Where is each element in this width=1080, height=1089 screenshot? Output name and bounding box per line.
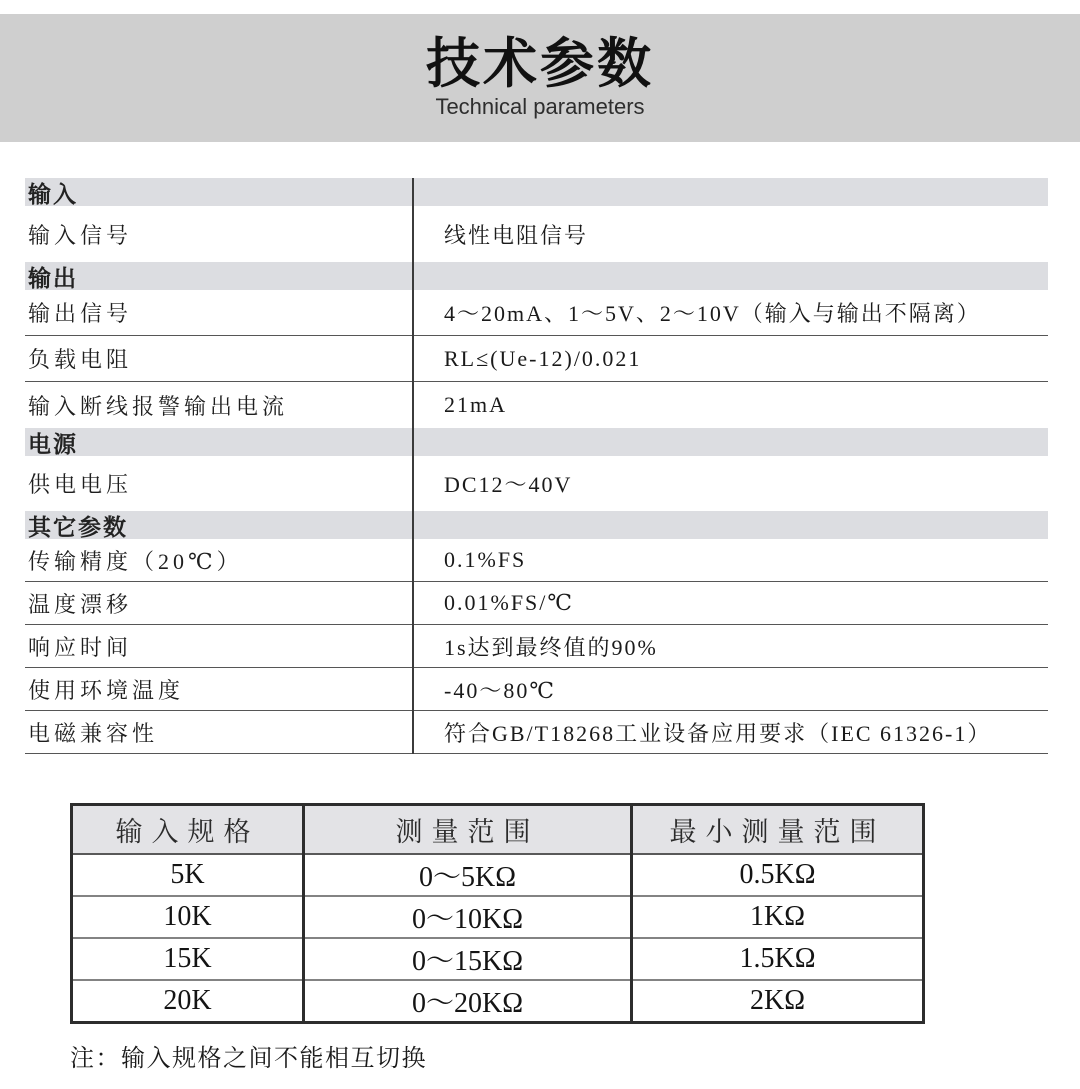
table-row: [72, 980, 924, 1023]
table-cell: 0～15KΩ: [304, 938, 632, 980]
table-cell: 5K: [170, 858, 205, 890]
spec-section-title: 输入: [28, 181, 78, 207]
spec-value: 4～20mA、1～5V、2～10V（输入与输出不隔离）: [444, 301, 981, 326]
table-cell: 2KΩ: [632, 980, 924, 1023]
spec-row: [25, 382, 1048, 428]
spec-section-title: 输出: [28, 265, 78, 291]
table-cell: 15K: [72, 938, 304, 980]
spec-value: 21mA: [444, 392, 507, 417]
spec-value: 0.01%FS/℃: [444, 590, 575, 615]
spec-section-bar-output: [25, 262, 1048, 290]
spec-section-bar-power: [25, 428, 1048, 456]
spec-label: 温度漂移: [28, 591, 133, 617]
spec-table: [25, 178, 1048, 754]
spec-label: 电磁兼容性: [28, 720, 159, 746]
table-row: [72, 896, 924, 938]
table-row: [72, 938, 924, 980]
spec-label: 供电电压: [28, 472, 133, 497]
spec-row: [25, 456, 1048, 511]
spec-row: [25, 336, 1048, 382]
table-cell: 0.5KΩ: [632, 854, 924, 896]
spec-row: [25, 625, 1048, 668]
spec-value: 符合GB/T18268工业设备应用要求（IEC 61326-1）: [444, 720, 992, 746]
page-subtitle: Technical parameters: [435, 94, 645, 120]
spec-row: [25, 668, 1048, 711]
page-header: [0, 14, 1080, 142]
table-header-cell: 输入规格: [72, 805, 304, 854]
spec-row: [25, 711, 1048, 754]
table-header-row: [72, 805, 924, 854]
table-cell: 1.5KΩ: [632, 938, 924, 980]
spec-value: 0.1%FS: [444, 547, 527, 572]
spec-value: DC12～40V: [444, 472, 573, 497]
spec-section-title: 其它参数: [28, 514, 128, 540]
spec-label: 响应时间: [28, 634, 133, 660]
spec-value: 线性电阻信号: [444, 222, 589, 248]
spec-section-bar-other: [25, 511, 1048, 539]
spec-section-title: 电源: [28, 431, 78, 457]
page-title: 技术参数: [426, 33, 654, 94]
spec-label: 负载电阻: [28, 347, 133, 372]
spec-row: [25, 539, 1048, 582]
spec-row: [25, 582, 1048, 625]
spec-value: -40～80℃: [444, 677, 556, 703]
table-row: [72, 854, 924, 896]
spec-label: 使用环境温度: [28, 677, 185, 703]
table-cell: 20K: [72, 980, 304, 1023]
spec-row: [25, 290, 1048, 336]
spec-value: RL≤(Ue-12)/0.021: [444, 345, 642, 371]
spec-column-divider: [412, 178, 414, 754]
spec-row: [25, 206, 1048, 262]
table-header-cell: 测量范围: [304, 805, 632, 854]
table-cell: 1KΩ: [632, 896, 924, 938]
spec-label: 输入断线报警输出电流: [28, 393, 289, 419]
note-text: 注：输入规格之间不能相互切换: [70, 1046, 427, 1072]
spec-label: 输入信号: [28, 222, 133, 248]
table-cell: 10K: [72, 896, 304, 938]
spec-section-bar-input: [25, 178, 1048, 206]
spec-label: 传输精度（20℃）: [28, 548, 243, 574]
table-header-cell: 最小测量范围: [632, 805, 924, 854]
table-cell: 0～5KΩ: [304, 854, 632, 896]
table-cell: 0～10KΩ: [304, 896, 632, 938]
range-table: [70, 803, 925, 1024]
spec-value: 1s达到最终值的90%: [444, 634, 658, 660]
spec-label: 输出信号: [28, 301, 133, 326]
table-cell: 0～20KΩ: [304, 980, 632, 1023]
